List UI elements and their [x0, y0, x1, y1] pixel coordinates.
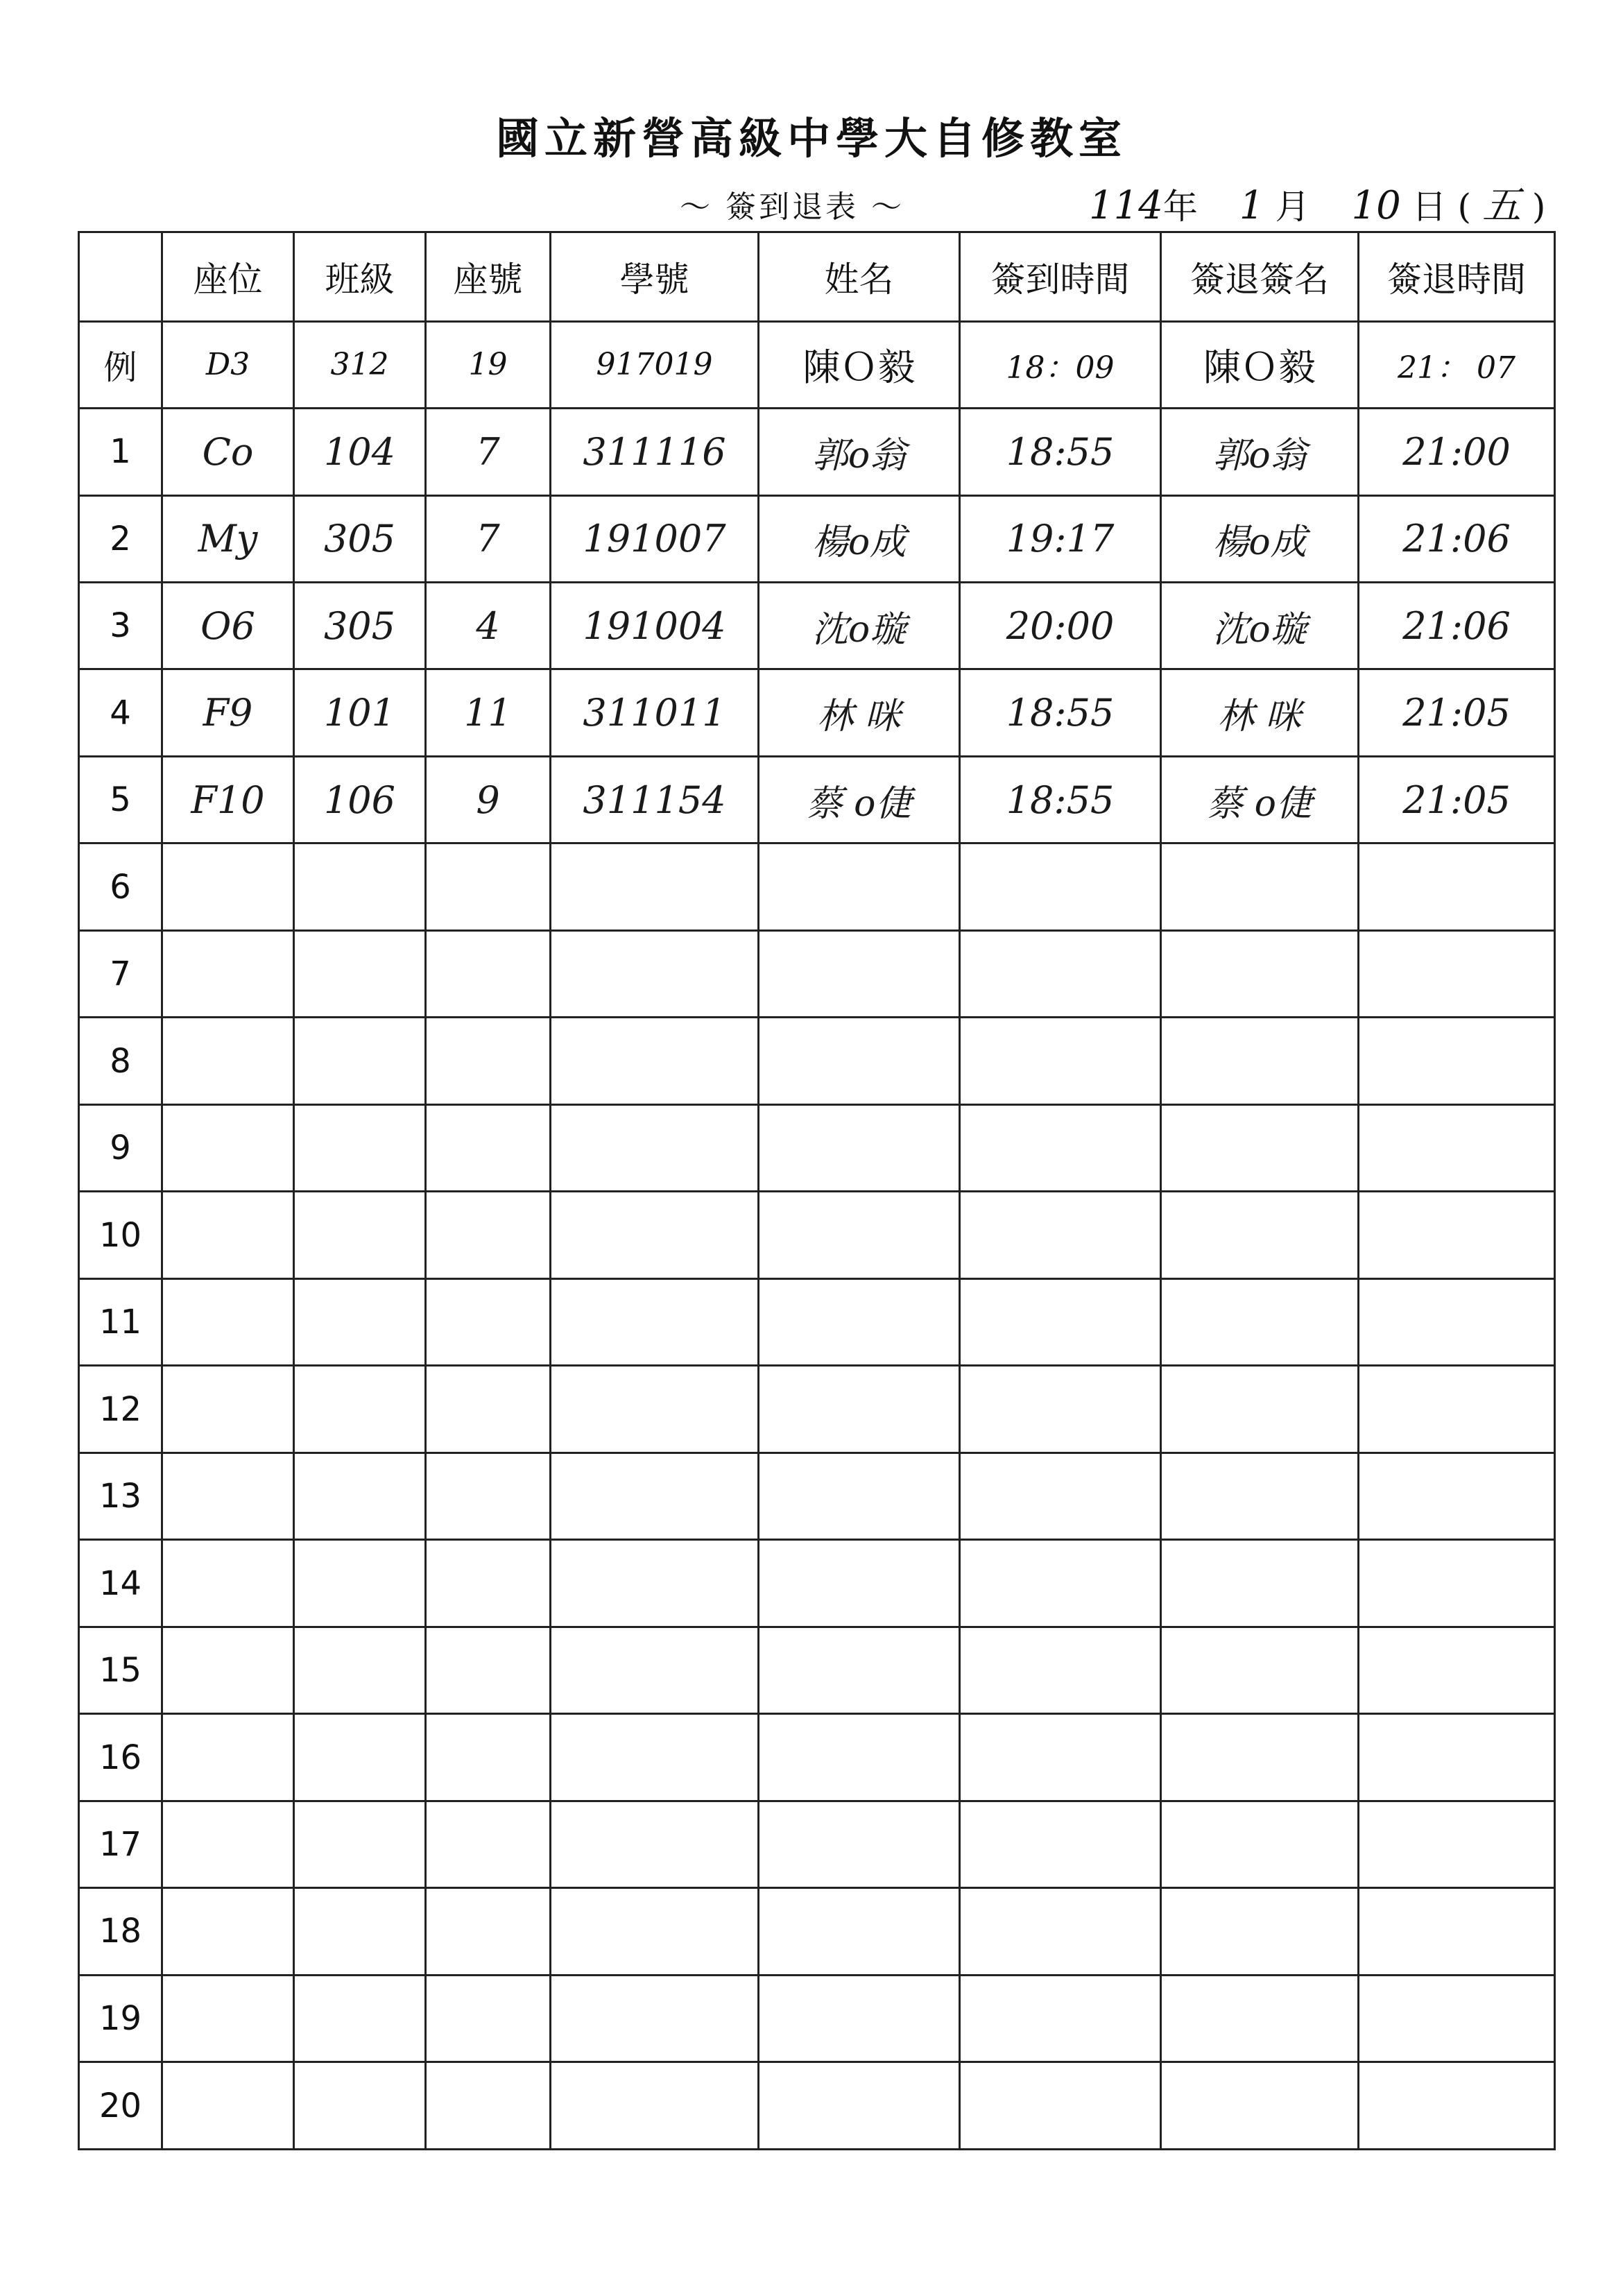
- number-cell: [426, 1888, 551, 1975]
- sign-out-time-cell: 21:06: [1359, 582, 1555, 669]
- number-cell: [426, 1540, 551, 1627]
- form-subtitle: ～ 簽到退表 ～: [680, 189, 904, 225]
- name-cell: [759, 1888, 960, 1975]
- row-index: 6: [79, 843, 162, 930]
- header-index-cell: [79, 232, 162, 322]
- name-cell: [759, 1627, 960, 1713]
- name-cell: [759, 1366, 960, 1453]
- sign-out-name-cell: 沈o璇: [1161, 582, 1359, 669]
- sign-in-time-cell: 19:17: [960, 495, 1161, 582]
- sign-out-time-cell: [1359, 1888, 1555, 1975]
- row-index: 9: [79, 1104, 162, 1191]
- header-sign-in-time: 簽到時間: [960, 232, 1161, 322]
- class-cell: [294, 1627, 426, 1713]
- name-cell: [759, 930, 960, 1017]
- seat-cell: F10: [162, 756, 294, 843]
- table-row: [79, 2062, 1555, 2150]
- table-row: [79, 1540, 1555, 1627]
- table-header-row: [79, 232, 1555, 322]
- seat-cell: O6: [162, 582, 294, 669]
- name-cell: [759, 2062, 960, 2150]
- row-index: 12: [79, 1366, 162, 1453]
- class-cell: [294, 1453, 426, 1539]
- class-cell: [294, 843, 426, 930]
- date-month: 1: [1239, 183, 1264, 228]
- sign-out-name-cell: 郭o翁: [1161, 409, 1359, 495]
- row-index: 20: [79, 2062, 162, 2150]
- example-class: 312: [294, 321, 426, 408]
- name-cell: 蔡 o倢: [759, 756, 960, 843]
- student-id-cell: 191007: [551, 495, 759, 582]
- name-cell: [759, 843, 960, 930]
- example-row: [79, 321, 1555, 408]
- seat-cell: [162, 1453, 294, 1539]
- student-id-cell: [551, 1975, 759, 2062]
- example-seat: D3: [162, 321, 294, 408]
- sign-in-time-cell: [960, 930, 1161, 1017]
- header-name: 姓名: [759, 232, 960, 322]
- header-class: 班級: [294, 232, 426, 322]
- row-index: 2: [79, 495, 162, 582]
- sign-out-time-cell: 21:00: [1359, 409, 1555, 495]
- sign-out-name-cell: [1161, 1888, 1359, 1975]
- table-row: [79, 1801, 1555, 1887]
- sign-out-name-cell: [1161, 1278, 1359, 1365]
- sign-out-time-cell: [1359, 930, 1555, 1017]
- class-cell: [294, 1714, 426, 1801]
- sign-out-time-cell: [1359, 1801, 1555, 1887]
- sign-out-time-cell: [1359, 2062, 1555, 2150]
- number-cell: 7: [426, 495, 551, 582]
- sign-out-time-cell: [1359, 1453, 1555, 1539]
- student-id-cell: 311011: [551, 669, 759, 756]
- sign-in-time-cell: [960, 1627, 1161, 1713]
- class-cell: [294, 1192, 426, 1278]
- header-number: 座號: [426, 232, 551, 322]
- date-year-label: 年: [1162, 187, 1198, 227]
- sign-out-time-cell: 21:05: [1359, 669, 1555, 756]
- class-cell: [294, 1540, 426, 1627]
- row-index: 3: [79, 582, 162, 669]
- number-cell: [426, 1714, 551, 1801]
- number-cell: [426, 1975, 551, 2062]
- table-row: [79, 409, 1555, 495]
- table-row: [79, 1278, 1555, 1365]
- example-name: 陳Ｏ毅: [759, 321, 960, 408]
- seat-cell: [162, 1278, 294, 1365]
- class-cell: [294, 1975, 426, 2062]
- class-cell: 106: [294, 756, 426, 843]
- row-index: 11: [79, 1278, 162, 1365]
- sign-out-name-cell: [1161, 1627, 1359, 1713]
- student-id-cell: [551, 1540, 759, 1627]
- name-cell: [759, 1801, 960, 1887]
- sign-in-time-cell: [960, 843, 1161, 930]
- table-row: [79, 930, 1555, 1017]
- sign-out-time-cell: 21:05: [1359, 756, 1555, 843]
- header-sign-out-time: 簽退時間: [1359, 232, 1555, 322]
- table-row: [79, 843, 1555, 930]
- class-cell: 305: [294, 582, 426, 669]
- table-row: [79, 582, 1555, 669]
- class-cell: [294, 1104, 426, 1191]
- class-cell: [294, 1018, 426, 1104]
- student-id-cell: [551, 1714, 759, 1801]
- seat-cell: [162, 1018, 294, 1104]
- student-id-cell: [551, 2062, 759, 2150]
- sign-in-time-cell: [960, 1453, 1161, 1539]
- sign-in-time-cell: [960, 1104, 1161, 1191]
- student-id-cell: [551, 1192, 759, 1278]
- sign-out-name-cell: [1161, 1366, 1359, 1453]
- table-row: [79, 1975, 1555, 2062]
- number-cell: [426, 1104, 551, 1191]
- sign-in-time-cell: [960, 1888, 1161, 1975]
- name-cell: 林 咪: [759, 669, 960, 756]
- row-index: 13: [79, 1453, 162, 1539]
- sign-in-time-cell: [960, 1018, 1161, 1104]
- table-row: [79, 1453, 1555, 1539]
- date-day-label: 日: [1411, 187, 1447, 227]
- seat-cell: [162, 1888, 294, 1975]
- student-id-cell: 191004: [551, 582, 759, 669]
- sign-in-time-cell: 18:55: [960, 756, 1161, 843]
- example-number: 19: [426, 321, 551, 408]
- number-cell: 4: [426, 582, 551, 669]
- row-index: 16: [79, 1714, 162, 1801]
- sign-in-time-cell: 18:55: [960, 669, 1161, 756]
- number-cell: 7: [426, 409, 551, 495]
- name-cell: [759, 1192, 960, 1278]
- class-cell: [294, 2062, 426, 2150]
- number-cell: [426, 1018, 551, 1104]
- sign-in-time-cell: [960, 1801, 1161, 1887]
- seat-cell: [162, 843, 294, 930]
- seat-cell: My: [162, 495, 294, 582]
- weekday-close-paren: ): [1531, 187, 1546, 227]
- seat-cell: [162, 1714, 294, 1801]
- seat-cell: Co: [162, 409, 294, 495]
- sign-out-time-cell: 21:06: [1359, 495, 1555, 582]
- example-student-id: 917019: [551, 321, 759, 408]
- sign-in-time-cell: [960, 1714, 1161, 1801]
- weekday-open-paren: (: [1457, 187, 1472, 227]
- sign-out-name-cell: [1161, 1104, 1359, 1191]
- header-student-id: 學號: [551, 232, 759, 322]
- sign-out-name-cell: [1161, 1540, 1359, 1627]
- row-index: 10: [79, 1192, 162, 1278]
- row-index: 14: [79, 1540, 162, 1627]
- sign-in-time-cell: [960, 1192, 1161, 1278]
- table-row: [79, 1714, 1555, 1801]
- sign-out-time-cell: [1359, 1975, 1555, 2062]
- sign-in-time-cell: [960, 1278, 1161, 1365]
- table-row: [79, 1888, 1555, 1975]
- class-cell: [294, 1366, 426, 1453]
- sign-out-name-cell: 蔡 o倢: [1161, 756, 1359, 843]
- date-line: [1089, 175, 1545, 230]
- class-cell: [294, 930, 426, 1017]
- row-index: 4: [79, 669, 162, 756]
- date-day: 10: [1351, 183, 1401, 228]
- table-row: [79, 1018, 1555, 1104]
- number-cell: [426, 930, 551, 1017]
- number-cell: 11: [426, 669, 551, 756]
- seat-cell: [162, 1627, 294, 1713]
- sign-out-time-cell: [1359, 1627, 1555, 1713]
- student-id-cell: 311154: [551, 756, 759, 843]
- sign-out-name-cell: [1161, 1975, 1359, 2062]
- student-id-cell: [551, 1627, 759, 1713]
- name-cell: 郭o翁: [759, 409, 960, 495]
- sign-out-name-cell: [1161, 1453, 1359, 1539]
- name-cell: [759, 1540, 960, 1627]
- seat-cell: [162, 930, 294, 1017]
- sign-in-time-cell: [960, 2062, 1161, 2150]
- sign-out-time-cell: [1359, 843, 1555, 930]
- seat-cell: [162, 2062, 294, 2150]
- class-cell: 101: [294, 669, 426, 756]
- sign-out-name-cell: [1161, 1714, 1359, 1801]
- sign-out-time-cell: [1359, 1192, 1555, 1278]
- student-id-cell: [551, 843, 759, 930]
- student-id-cell: [551, 1366, 759, 1453]
- sign-out-name-cell: [1161, 1801, 1359, 1887]
- student-id-cell: 311116: [551, 409, 759, 495]
- example-sign-in-time: 18：09: [960, 321, 1161, 408]
- sign-out-name-cell: 林 咪: [1161, 669, 1359, 756]
- table-row: [79, 495, 1555, 582]
- number-cell: [426, 1801, 551, 1887]
- seat-cell: [162, 1366, 294, 1453]
- student-id-cell: [551, 930, 759, 1017]
- date-month-label: 月: [1275, 187, 1310, 227]
- name-cell: [759, 1018, 960, 1104]
- seat-cell: [162, 1975, 294, 2062]
- sign-in-time-cell: 20:00: [960, 582, 1161, 669]
- sign-out-time-cell: [1359, 1104, 1555, 1191]
- row-index: 15: [79, 1627, 162, 1713]
- row-index: 19: [79, 1975, 162, 2062]
- student-id-cell: [551, 1104, 759, 1191]
- name-cell: [759, 1714, 960, 1801]
- sign-out-time-cell: [1359, 1714, 1555, 1801]
- class-cell: 104: [294, 409, 426, 495]
- name-cell: [759, 1278, 960, 1365]
- name-cell: [759, 1104, 960, 1191]
- table-row: [79, 669, 1555, 756]
- header-sign-out-name: 簽退簽名: [1161, 232, 1359, 322]
- name-cell: 楊o成: [759, 495, 960, 582]
- table-row: [79, 1366, 1555, 1453]
- row-index: 17: [79, 1801, 162, 1887]
- row-index: 8: [79, 1018, 162, 1104]
- sign-out-name-cell: [1161, 1018, 1359, 1104]
- number-cell: [426, 1278, 551, 1365]
- seat-cell: [162, 1104, 294, 1191]
- table-row: [79, 1627, 1555, 1713]
- seat-cell: F9: [162, 669, 294, 756]
- sign-out-time-cell: [1359, 1278, 1555, 1365]
- sign-out-time-cell: [1359, 1018, 1555, 1104]
- row-index: 5: [79, 756, 162, 843]
- class-cell: [294, 1801, 426, 1887]
- name-cell: 沈o璇: [759, 582, 960, 669]
- table-row: [79, 756, 1555, 843]
- form-title: 國立新營高級中學大自修教室: [495, 113, 1127, 164]
- sign-out-name-cell: 楊o成: [1161, 495, 1359, 582]
- sign-in-time-cell: [960, 1366, 1161, 1453]
- table-row: [79, 1192, 1555, 1278]
- student-id-cell: [551, 1888, 759, 1975]
- student-id-cell: [551, 1278, 759, 1365]
- sign-in-time-cell: [960, 1540, 1161, 1627]
- name-cell: [759, 1453, 960, 1539]
- sign-in-time-cell: [960, 1975, 1161, 2062]
- header-seat: 座位: [162, 232, 294, 322]
- student-id-cell: [551, 1453, 759, 1539]
- example-label: 例: [79, 321, 162, 408]
- number-cell: [426, 2062, 551, 2150]
- number-cell: 9: [426, 756, 551, 843]
- date-weekday: 五: [1482, 183, 1521, 228]
- seat-cell: [162, 1801, 294, 1887]
- sign-out-name-cell: [1161, 2062, 1359, 2150]
- seat-cell: [162, 1192, 294, 1278]
- sign-out-time-cell: [1359, 1366, 1555, 1453]
- table-row: [79, 1104, 1555, 1191]
- class-cell: [294, 1888, 426, 1975]
- sign-out-name-cell: [1161, 1192, 1359, 1278]
- number-cell: [426, 1627, 551, 1713]
- row-index: 7: [79, 930, 162, 1017]
- sign-out-time-cell: [1359, 1540, 1555, 1627]
- class-cell: [294, 1278, 426, 1365]
- seat-cell: [162, 1540, 294, 1627]
- sign-out-name-cell: [1161, 930, 1359, 1017]
- sign-in-time-cell: 18:55: [960, 409, 1161, 495]
- student-id-cell: [551, 1801, 759, 1887]
- student-id-cell: [551, 1018, 759, 1104]
- class-cell: 305: [294, 495, 426, 582]
- date-year: 114: [1089, 183, 1163, 228]
- name-cell: [759, 1975, 960, 2062]
- number-cell: [426, 1192, 551, 1278]
- sign-out-name-cell: [1161, 843, 1359, 930]
- row-index: 18: [79, 1888, 162, 1975]
- number-cell: [426, 1366, 551, 1453]
- example-sign-out-name: 陳Ｏ毅: [1161, 321, 1359, 408]
- row-index: 1: [79, 409, 162, 495]
- sign-in-out-table: [78, 231, 1556, 2150]
- example-sign-out-time: 21： 07: [1359, 321, 1555, 408]
- number-cell: [426, 1453, 551, 1539]
- number-cell: [426, 843, 551, 930]
